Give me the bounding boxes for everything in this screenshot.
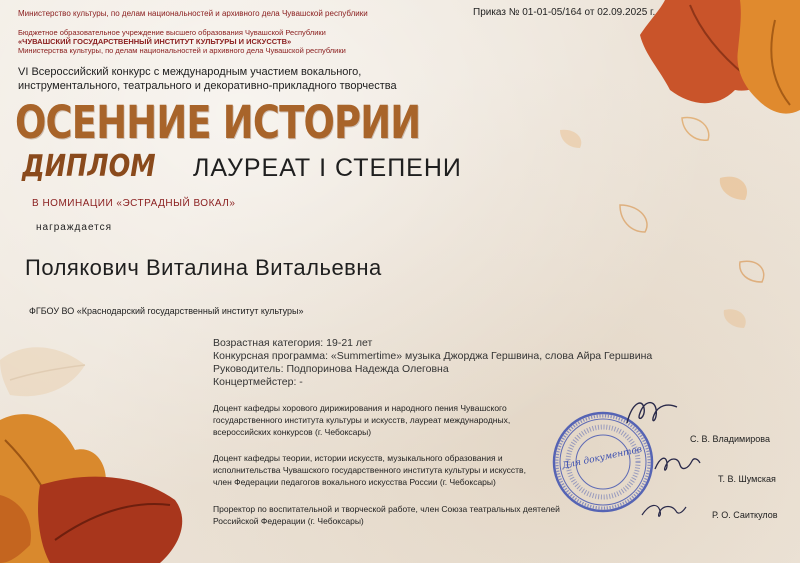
order-number: Приказ № 01-01-05/164 от 02.09.2025 г.	[473, 7, 656, 18]
jury-1-line-3: всероссийских конкурсов (г. Чебоксары)	[213, 427, 372, 437]
jury-member-1-name: С. В. Владимирова	[690, 434, 770, 444]
signature-3	[640, 497, 688, 523]
institution-line-1: Бюджетное образовательное учреждение высшего образования Чувашской Республики	[18, 28, 326, 37]
age-category: Возрастная категория: 19-21 лет	[213, 337, 373, 349]
contest-line-1: VI Всероссийский конкурс с международным участием вокального,	[18, 66, 362, 78]
contest-title: ОСЕННИЕ ИСТОРИИ	[15, 96, 421, 149]
right-small-leaves	[560, 118, 764, 328]
jury-member-3-name: Р. О. Саиткулов	[712, 510, 778, 520]
signature-2	[652, 449, 702, 479]
leader: Руководитель: Подпоринова Надежда Олеговна	[213, 363, 449, 375]
laureate-degree: ЛАУРЕАТ I СТЕПЕНИ	[193, 154, 462, 182]
jury-member-1-title	[213, 402, 510, 438]
jury-member-2-name: Т. В. Шумская	[718, 474, 776, 484]
institution-line-2: «ЧУВАШСКИЙ ГОСУДАРСТВЕННЫЙ ИНСТИТУТ КУЛЬТУРЫ И ИСКУССТВ»	[18, 37, 292, 46]
ministry-line: Министерство культуры, по делам национальностей и архивного дела Чувашской республики	[18, 9, 368, 18]
left-faint-leaf	[0, 347, 85, 396]
jury-3-line-1: Проректор по воспитательной и творческой работе, член Союза театральных деятелей	[213, 504, 560, 514]
recipient-name: Полякович Виталина Витальевна	[25, 255, 382, 280]
jury-member-3-title	[213, 503, 560, 527]
top-right-leaf-cluster	[640, 0, 800, 114]
jury-2-line-2: исполнительства Чувашского государственного института культуры и искусств,	[213, 465, 526, 475]
participant-details	[213, 337, 652, 389]
jury-1-line-2: государственного института культуры и искусств, лауреат международных,	[213, 415, 511, 425]
diploma-word: ДИПЛОМ	[22, 149, 156, 184]
jury-2-line-1: Доцент кафедры теории, истории искусств, музыкального образования и	[213, 453, 503, 463]
nomination: В НОМИНАЦИИ «ЭСТРАДНЫЙ ВОКАЛ»	[32, 198, 236, 209]
jury-member-2-title	[213, 452, 526, 488]
recipient-university: ФГБОУ ВО «Краснодарский государственный институт культуры»	[29, 306, 304, 316]
jury-3-line-2: Российской Федерации (г. Чебоксары)	[213, 516, 364, 526]
contest-line-2: инструментального, театрального и декоративно-прикладного творчества	[18, 80, 397, 92]
contest-program: Конкурсная программа: «Summertime» музыка Джорджа Гершвина, слова Айра Гершвина	[213, 350, 653, 362]
bottom-left-leaf-cluster	[0, 414, 182, 563]
institution-line-3: Министерства культуры, по делам национальностей и архивного дела Чувашской республики	[18, 46, 346, 55]
accompanist: Концертмейстер: -	[213, 376, 303, 388]
stamp-text-1: Для документов	[561, 444, 644, 472]
jury-1-line-1: Доцент кафедры хорового дирижирования и народного пения Чувашского	[213, 403, 507, 413]
jury-2-line-3: член Федерации педагогов вокального искусства России (г. Чебоксары)	[213, 477, 496, 487]
signature-1	[622, 393, 682, 433]
awarded-label: награждается	[36, 222, 113, 233]
